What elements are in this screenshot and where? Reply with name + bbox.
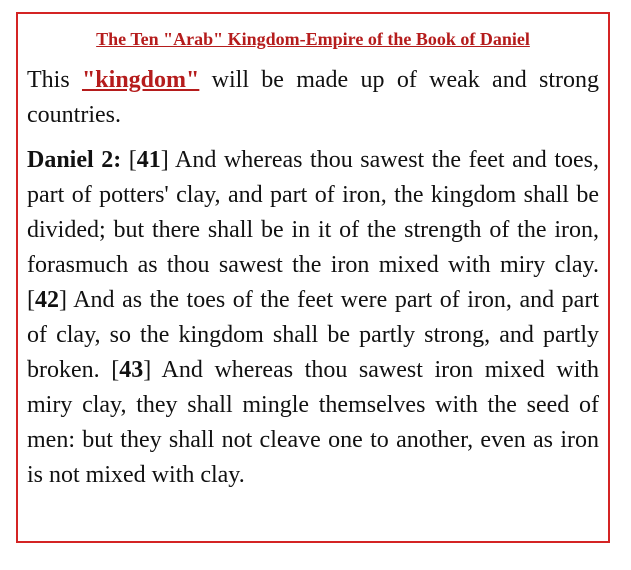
verse-number-43: 43 — [119, 357, 144, 383]
highlighted-term-kingdom: "kingdom" — [81, 67, 200, 93]
intro-paragraph — [27, 63, 599, 133]
verse-number-41: 41 — [136, 147, 161, 173]
verse-text-43: And whereas thou sawest iron mixed with miry clay, they shall mingle themselves with the seed of men: but they shall not cleave one to another, even as iron is not mixed with clay. — [27, 357, 599, 488]
page-title: The Ten "Arab" Kingdom-Empire of the Book of Daniel — [96, 29, 530, 49]
verse-number-42: 42 — [35, 287, 59, 313]
intro-text-before: This — [27, 67, 82, 93]
bordered-text-box — [16, 12, 610, 543]
intro-text-after: will be made up of weak and strong countries. — [27, 67, 600, 128]
verse-text-41: And whereas thou sawest the feet and toes, part of potters' clay, and part of iron, the kingdom shall be divided; but there shall be in it of the strength of the iron, forasmuch as thou sawest the iron mixed with miry clay. — [27, 147, 599, 278]
scripture-reference: Daniel 2: — [27, 147, 122, 173]
scripture-passage: Daniel 2: [41] And whereas thou sawest the feet and toes, part of potters' clay, and part of iron, the kingdom shall be divided; but there shall be in it of the strength of the iron, forasmuch as thou sawest the iron mixed with miry clay. [42] And as the toes of the feet were part of iron, and part of clay, so the kingdom shall be partly strong, and partly broken. [43] And whereas thou sawest iron mixed with miry clay, they shall mingle themselves with the seed of men: but they shall not cleave one to another, even as iron is not mixed with clay. — [27, 147, 599, 488]
verse-text-42: And as the toes of the feet were part of iron, and part of clay, so the kingdom shall be partly strong, and partly broken. — [27, 287, 599, 383]
